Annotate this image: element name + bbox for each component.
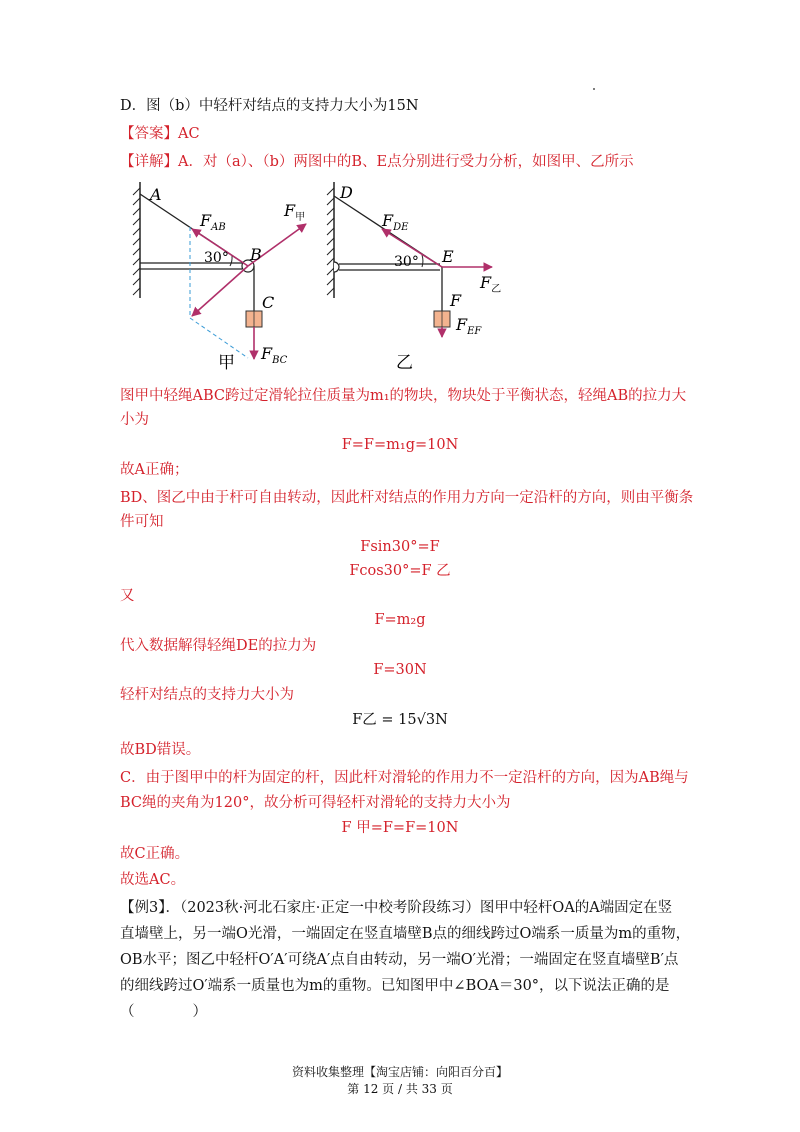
text-l7: 代入数据解得轻绳DE的拉力为 xyxy=(120,638,317,654)
text-l8: 轻杆对结点的支持力大小为 xyxy=(120,687,294,703)
arrow-resultant xyxy=(192,266,248,316)
example-l1: 【例3】．（2023秋·河北石家庄·正定一中校考阶段练习）图甲中轻杆OA的A端固定在竖 xyxy=(120,900,673,916)
diagram-yi xyxy=(327,182,501,372)
angle-arc-yi xyxy=(422,255,423,267)
example-l5: （ ） xyxy=(120,1004,207,1020)
dashed-diagonal xyxy=(190,318,248,358)
label-f: F xyxy=(450,291,462,310)
label-f-de: $F_{DE}$ xyxy=(382,211,409,233)
label-c: C xyxy=(262,293,275,312)
equation-3: Fcos30°=F 乙 xyxy=(349,563,451,579)
text-l10: C．由于图甲中的杆为固定的杆，因此杆对滑轮的作用力不一定沿杆的方向，因为AB绳与 xyxy=(120,770,689,786)
wall-hatch-yi xyxy=(327,188,334,295)
footer-page: 第 12 页 / 共 33 页 xyxy=(347,1082,453,1096)
label-b: B xyxy=(250,245,262,264)
angle-label-jia: 30° xyxy=(204,250,229,266)
equation-7: F 甲=F=F=10N xyxy=(341,820,459,836)
equation-4: F=m₂g xyxy=(374,612,426,628)
force-diagrams xyxy=(120,176,520,376)
equation-5: F=30N xyxy=(373,662,427,678)
example-l4: 的细线跨过O′端系一质量也为m的重物。已知图甲中∠BOA＝30°，以下说法正确的是 xyxy=(120,978,670,994)
label-f-bc: $F_{BC}$ xyxy=(261,344,288,366)
hinge-icon xyxy=(334,262,339,272)
label-e: E xyxy=(442,247,454,266)
example-l3: OB水平；图乙中轻杆O′A′可绕A′点自由转动，另一端O′光滑；一端固定在竖直墙壁B′点 xyxy=(120,952,679,968)
caption-jia: 甲 xyxy=(218,353,235,372)
text-l6: 又 xyxy=(120,588,135,604)
detail-intro: 【详解】A．对（a）、（b）两图中的B、E点分别进行受力分析，如图甲、乙所示 xyxy=(120,154,634,170)
example-l2: 直墙壁上，另一端O光滑，一端固定在竖直墙壁B点的细线跨过O端系一质量为m的重物， xyxy=(120,926,691,942)
caption-yi: 乙 xyxy=(396,353,413,372)
angle-label-yi: 30° xyxy=(394,254,419,270)
angle-arc-jia xyxy=(230,256,232,266)
text-l2: 小为 xyxy=(120,412,149,428)
label-f-ab: $F_{AB}$ xyxy=(200,211,226,233)
equation-2: Fsin30°=F xyxy=(360,539,440,555)
footer-source: 资料收集整理【淘宝店铺：向阳百分百】 xyxy=(291,1065,508,1079)
text-l11: BC绳的夹角为120°，故分析可得轻杆对滑轮的支持力大小为 xyxy=(120,795,511,811)
label-f-ef: $F_{EF}$ xyxy=(456,315,482,337)
label-f-yi: $F_乙$ xyxy=(480,273,502,295)
diagram-jia xyxy=(133,182,306,372)
answer-line: 【答案】AC xyxy=(120,126,200,142)
equation-1: F=F=m₁g=10N xyxy=(341,437,459,453)
text-l4: BD、图乙中由于杆可自由转动，因此杆对结点的作用力方向一定沿杆的方向，则由平衡条 xyxy=(120,490,694,506)
text-l9: 故BD错误。 xyxy=(120,742,201,758)
text-l12: 故C正确。 xyxy=(120,846,190,862)
label-f-jia: $F_甲$ xyxy=(284,201,306,223)
text-l13: 故选AC。 xyxy=(120,872,186,888)
label-a: A xyxy=(150,185,162,204)
text-l1: 图甲中轻绳ABC跨过定滑轮拉住质量为m₁的物块，物块处于平衡状态，轻绳AB的拉力大 xyxy=(120,388,687,404)
speck-dot xyxy=(593,88,595,90)
option-d: D．图（b）中轻杆对结点的支持力大小为15N xyxy=(120,98,419,114)
text-l3: 故A正确； xyxy=(120,462,189,478)
text-l5: 件可知 xyxy=(120,514,164,530)
label-d: D xyxy=(340,183,353,202)
wall-hatch-jia xyxy=(133,188,140,295)
equation-6: F乙 = 15√3N xyxy=(352,712,448,728)
